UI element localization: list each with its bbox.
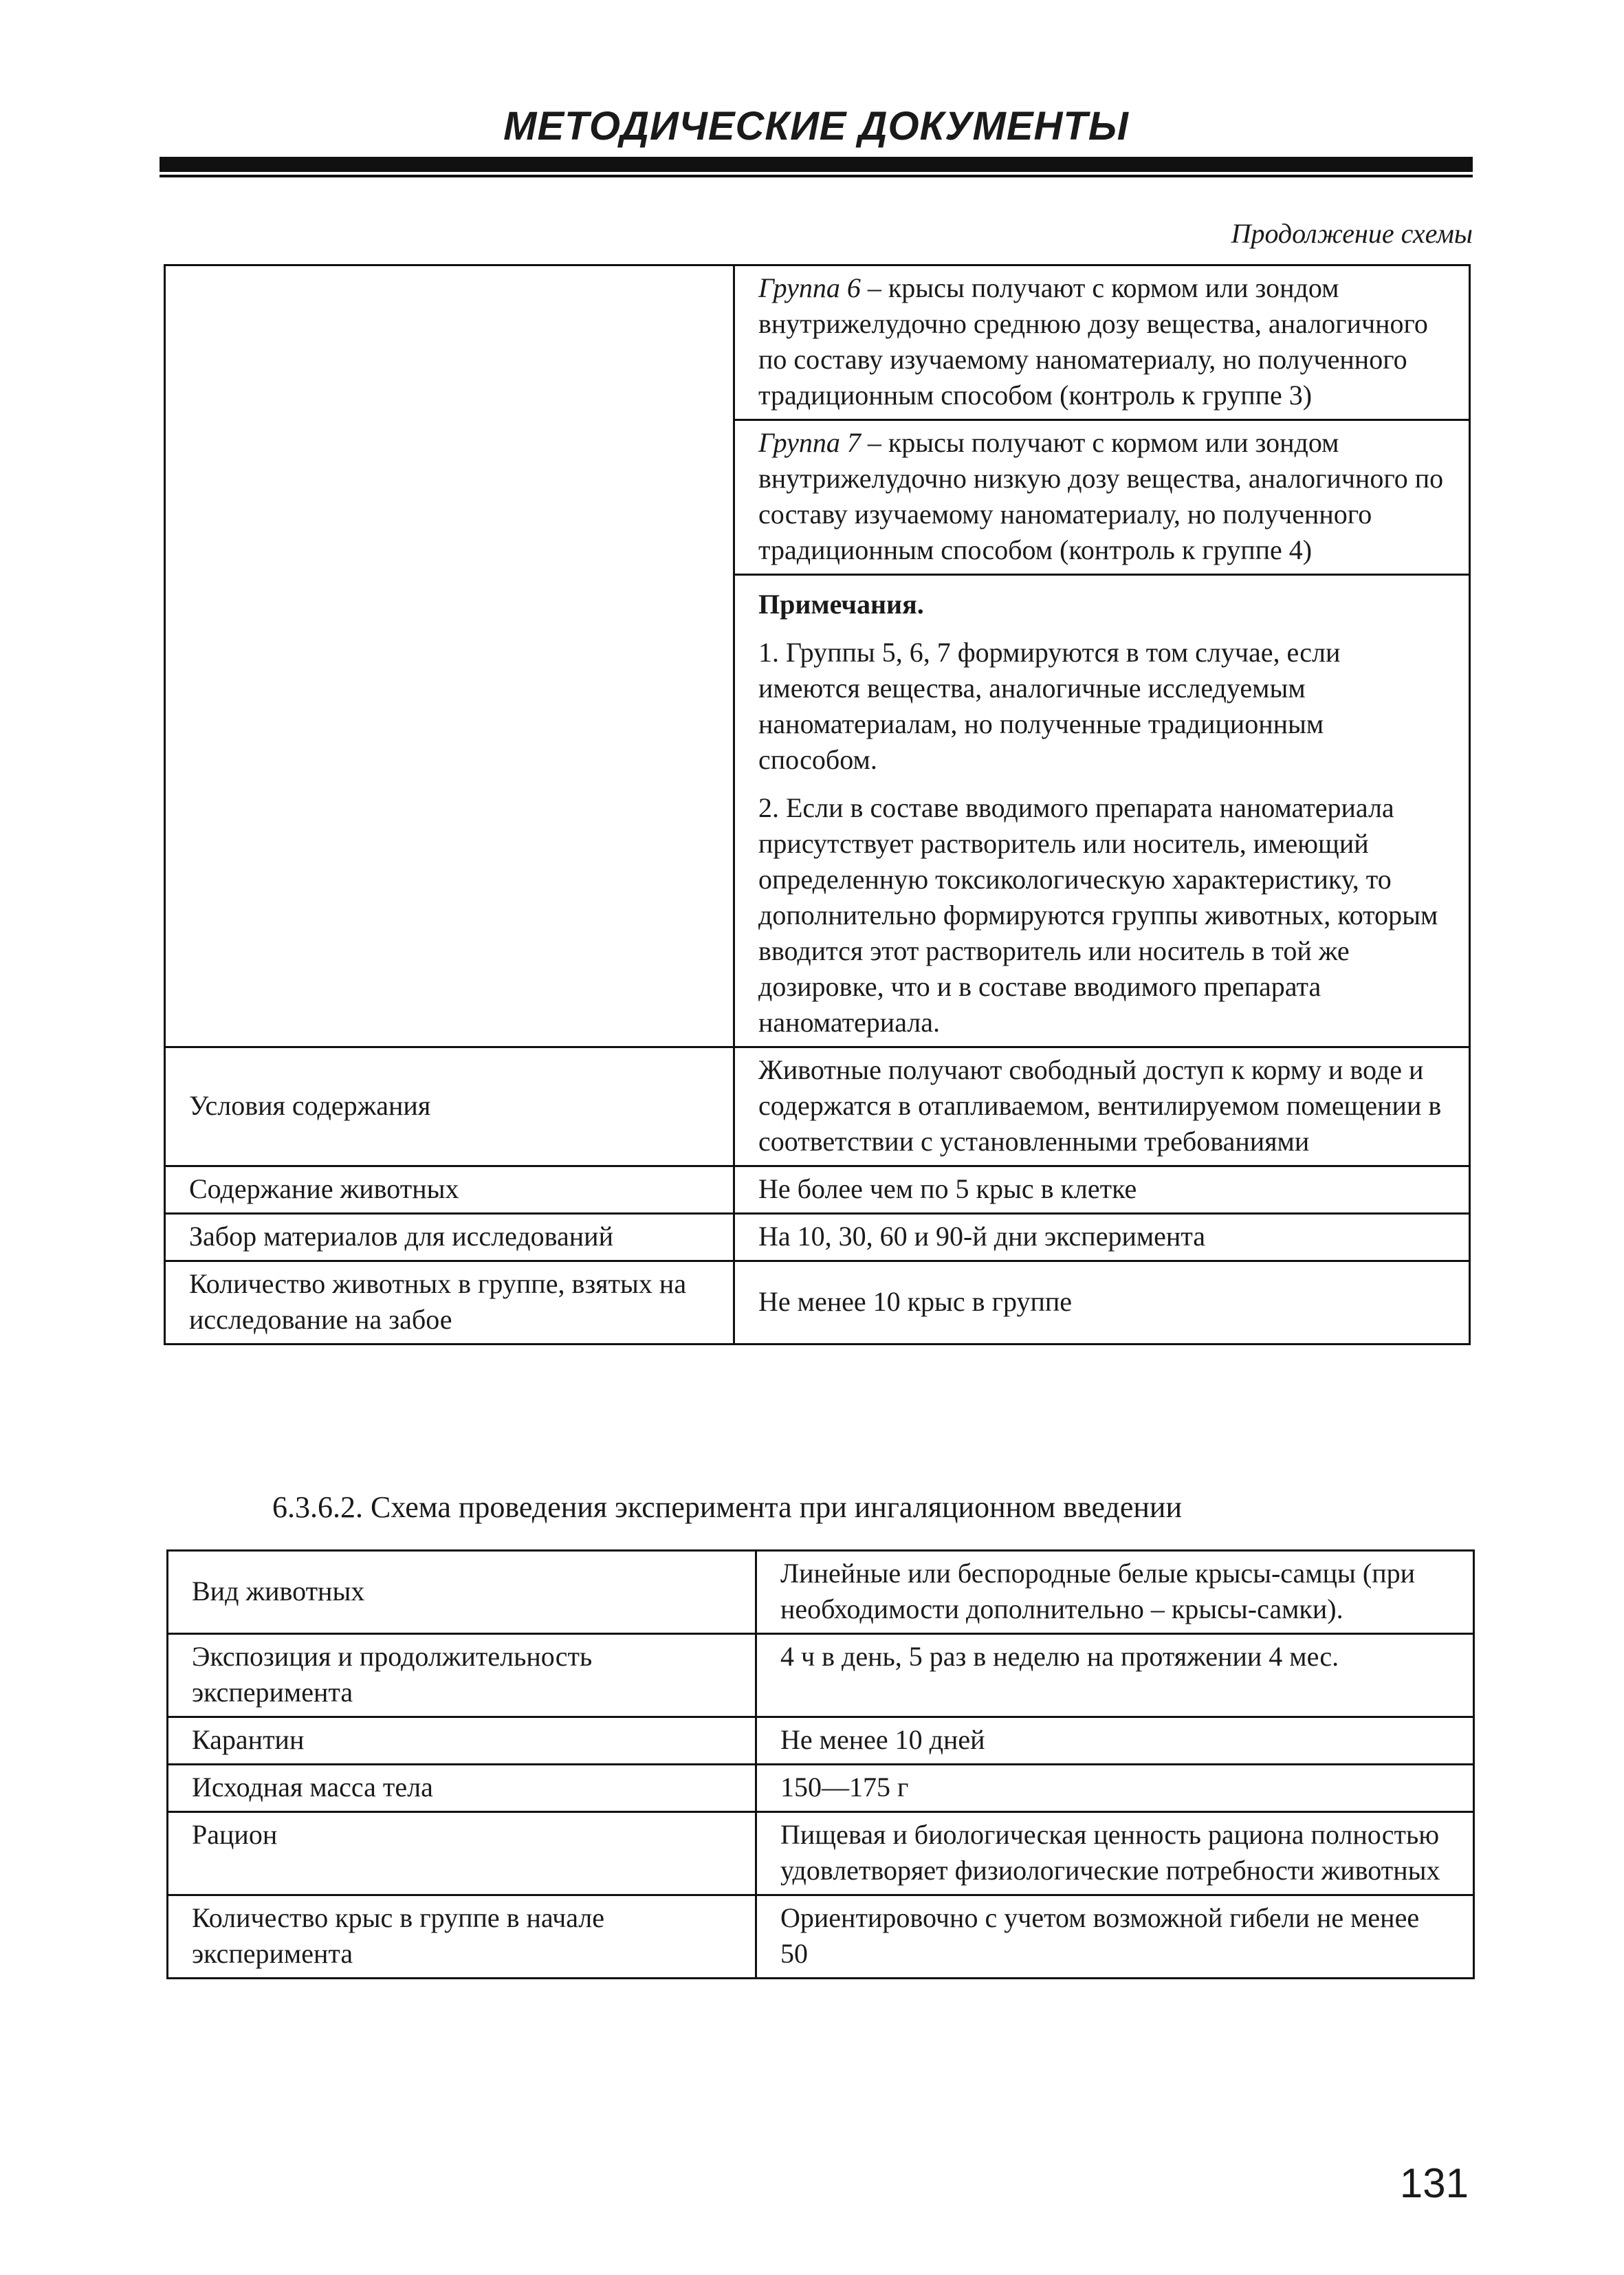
table-cell-value: Не менее 10 крыс в группе [734,1261,1470,1345]
table-row [168,1812,1474,1895]
table-cell-value: Не менее 10 дней [756,1717,1474,1765]
table-cell-label: Количество крыс в группе в начале эксперимента [168,1895,756,1979]
table-cell-label: Экспозиция и продолжительность эксперимента [168,1634,756,1717]
running-header: МЕТОДИЧЕСКИЕ ДОКУМЕНТЫ [503,104,1129,149]
header-rule [160,157,1473,172]
table-row [168,1717,1474,1765]
table-row [168,1895,1474,1979]
inhalation-scheme-table [166,1549,1475,1979]
group-text: – крысы получают с кормом или зондом внутрижелудочно среднюю дозу вещества, аналогичного по составу изучаемому наноматериалу, но полученного традиционным способом (контроль к группе 3) [758,272,1428,411]
group-text: – крысы получают с кормом или зондом внутрижелудочно низкую дозу вещества, аналогичного по составу изучаемому наноматериалу, но полученного традиционным способом (контроль к группе 4) [758,427,1444,565]
table-cell-empty [165,265,734,1047]
table-cell-label: Забор материалов для исследований [165,1214,734,1261]
table-cell-label: Условия содержания [165,1047,734,1166]
table-row [168,1765,1474,1812]
table-cell-group-7 [734,420,1470,575]
section-caption: 6.3.6.2. Схема проведения эксперимента при ингаляционном введении [272,1490,1182,1524]
table-cell-label: Содержание животных [165,1166,734,1214]
table-cell-value: 4 ч в день, 5 раз в неделю на протяжении 4 мес. [756,1634,1474,1717]
table-cell-label: Вид животных [168,1551,756,1634]
table-cell-notes [734,575,1470,1047]
table-cell-value: На 10, 30, 60 и 90-й дни эксперимента [734,1214,1470,1261]
notes-title: Примечания. [758,589,924,620]
group-label: Группа 7 [758,427,861,458]
header-rule-thin [160,175,1473,177]
table-cell-value: 150—175 г [756,1765,1474,1812]
table-row [168,1551,1474,1634]
table-cell-value: Линейные или беспородные белые крысы-самцы (при необходимости дополнительно – крысы-самки). [756,1551,1474,1634]
table-row [168,1634,1474,1717]
table-row [165,1261,1470,1345]
table-cell-value: Не более чем по 5 крыс в клетке [734,1166,1470,1214]
table-cell-value: Ориентировочно с учетом возможной гибели не менее 50 [756,1895,1474,1979]
table-cell-value: Животные получают свободный доступ к корму и воде и содержатся в отапливаемом, вентилируемом помещении в соответствии с установленными требованиями [734,1047,1470,1166]
page-number: 131 [1399,2160,1469,2206]
scheme-table-continued [164,264,1471,1345]
note-item: 2. Если в составе вводимого препарата наноматериала присутствует растворитель или носитель, имеющий определенную токсикологическую характеристику, то дополнительно формируются группы животных, которым вводится этот растворитель или носитель в той же дозировке, что и в составе вводимого препарата наноматериала. [758,792,1438,1038]
table-row [165,1047,1470,1166]
table-cell-label: Рацион [168,1812,756,1895]
table-cell-group-6 [734,265,1470,420]
table-row [165,1214,1470,1261]
note-item: 1. Группы 5, 6, 7 формируются в том случае, если имеются вещества, аналогичные исследуемым наноматериалам, но полученные традиционным способом. [758,637,1341,775]
group-label: Группа 6 [758,272,861,303]
table-cell-label: Карантин [168,1717,756,1765]
table-cell-label: Количество животных в группе, взятых на исследование на забое [165,1261,734,1345]
table-cell-label: Исходная масса тела [168,1765,756,1812]
table-row [165,265,1470,420]
table-row [165,1166,1470,1214]
continuation-note: Продолжение схемы [1231,218,1473,249]
table-cell-value: Пищевая и биологическая ценность рациона полностью удовлетворяет физиологические потребности животных [756,1812,1474,1895]
